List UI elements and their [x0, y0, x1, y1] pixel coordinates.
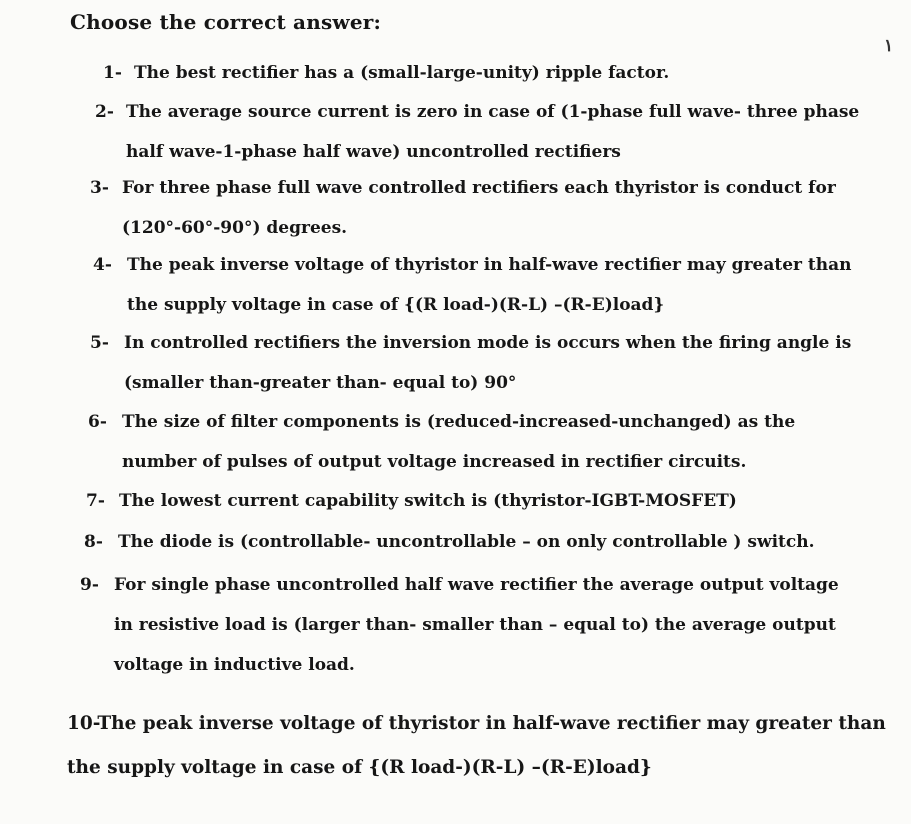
question-text-continued: in resistive load is (larger than- smaller than – equal to) the average output	[114, 615, 836, 635]
question-text: For single phase uncontrolled half wave rectifier the average output voltage	[114, 575, 839, 595]
question-text-continued: (smaller than-greater than- equal to) 90°	[124, 373, 517, 393]
question-number: 4-	[93, 255, 112, 275]
page-title: Choose the correct answer:	[70, 10, 382, 34]
question-text-continued: the supply voltage in case of {(R load-)(R-L) –(R-E)load}	[67, 757, 652, 778]
question-number: 1-	[103, 63, 122, 83]
question-number: 5-	[90, 333, 109, 353]
question-number: 3-	[90, 178, 109, 198]
question-9	[80, 565, 839, 685]
question-3	[90, 168, 836, 248]
question-text-continued: voltage in inductive load.	[114, 655, 355, 675]
question-text-continued: the supply voltage in case of {(R load-)(R-L) –(R-E)load}	[127, 295, 665, 315]
question-number: 8-	[84, 532, 103, 552]
question-7	[86, 481, 737, 521]
question-1	[103, 53, 669, 93]
question-text: The size of filter components is (reduced-increased-unchanged) as the	[122, 412, 796, 432]
question-10	[67, 702, 886, 790]
question-text-continued: half wave-1-phase half wave) uncontrolled rectifiers	[126, 142, 621, 162]
question-2	[95, 92, 859, 172]
question-text: For three phase full wave controlled rectifiers each thyristor is conduct for	[122, 178, 836, 198]
question-number: 2-	[95, 102, 114, 122]
question-8	[84, 522, 815, 562]
question-text: The diode is (controllable- uncontrollable – on only controllable ) switch.	[118, 532, 815, 552]
question-5	[90, 323, 851, 403]
question-number: 10-	[67, 713, 98, 734]
question-text: The average source current is zero in case of (1-phase full wave- three phase	[126, 102, 860, 122]
page-number-mark: ١	[884, 36, 894, 56]
question-number: 7-	[86, 491, 105, 511]
question-text-line1: The peak inverse voltage of thyristor in half-wave rectifier may greater than	[97, 713, 886, 734]
question-text-continued: (120°-60°-90°) degrees.	[122, 218, 348, 238]
question-number: 9-	[80, 575, 99, 595]
question-6	[88, 402, 795, 482]
question-text: The peak inverse voltage of thyristor in half-wave rectifier may greater than	[127, 255, 852, 275]
question-number: 6-	[88, 412, 107, 432]
question-text: The best rectifier has a (small-large-unity) ripple factor.	[134, 63, 670, 83]
question-text: The lowest current capability switch is (thyristor-IGBT-MOSFET)	[119, 491, 737, 511]
question-text: In controlled rectifiers the inversion mode is occurs when the firing angle is	[124, 333, 852, 353]
question-text	[67, 702, 886, 746]
question-text-continued: number of pulses of output voltage increased in rectifier circuits.	[122, 452, 747, 472]
question-4	[93, 245, 852, 325]
